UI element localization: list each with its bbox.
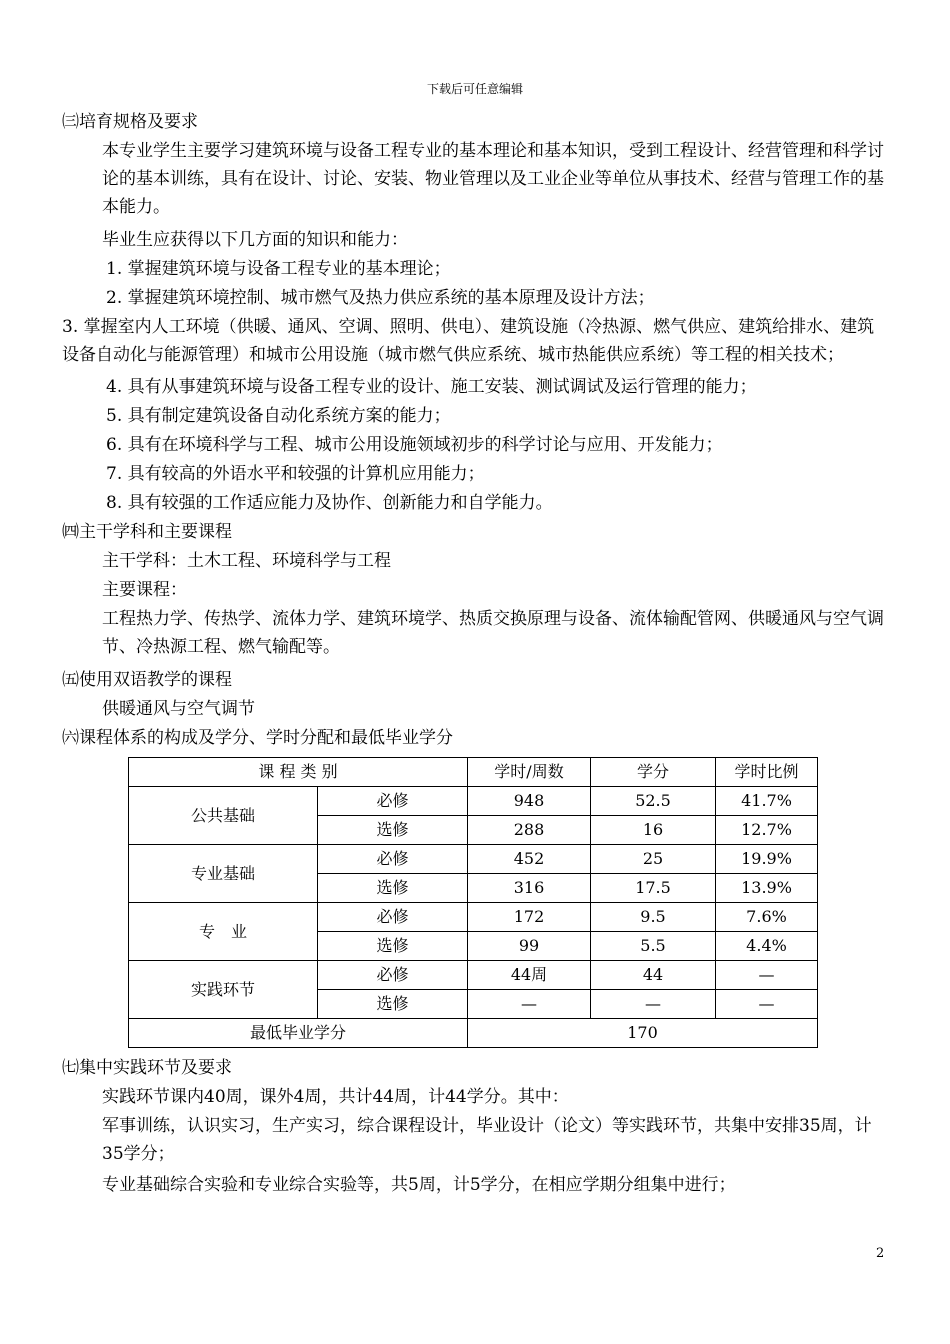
credits-cell: — — [591, 990, 716, 1019]
table-row — [129, 903, 818, 932]
ability-item-6: 6. 具有在环境科学与工程、城市公用设施领域初步的科学讨论与应用、开发能力； — [106, 435, 723, 455]
section7-heading: ㈦集中实践环节及要求 — [62, 1058, 232, 1078]
header-hours: 学时/周数 — [468, 758, 591, 787]
category-cell: 专业基础 — [129, 845, 318, 903]
ratio-cell: 13.9% — [716, 874, 818, 903]
section3-intro: 本专业学生主要学习建筑环境与设备工程专业的基本理论和基本知识，受到工程设计、经营管理和科学讨论的基本训练，具有在设计、讨论、安装、物业管理以及工业企业等单位从事技术、经营与管理工作的基本能力。 — [102, 141, 884, 217]
courses-label: 主要课程： — [102, 580, 187, 600]
ability-item-2: 2. 掌握建筑环境控制、城市燃气及热力供应系统的基本原理及设计方法； — [106, 288, 655, 308]
category-cell: 专 业 — [129, 903, 318, 961]
abilities-lead: 毕业生应获得以下几方面的知识和能力： — [102, 230, 408, 250]
type-cell: 必修 — [318, 845, 468, 874]
credits-cell: 44 — [591, 961, 716, 990]
credits-cell: 9.5 — [591, 903, 716, 932]
type-cell: 选修 — [318, 990, 468, 1019]
type-cell: 选修 — [318, 932, 468, 961]
table-row — [129, 787, 818, 816]
practice-p3: 专业基础综合实验和专业综合实验等，共5周，计5学分，在相应学期分组集中进行； — [102, 1175, 736, 1195]
courses-list: 工程热力学、传热学、流体力学、建筑环境学、热质交换原理与设备、流体输配管网、供暖通风与空气调节、冷热源工程、燃气输配等。 — [102, 609, 884, 657]
type-cell: 选修 — [318, 816, 468, 845]
footer-value: 170 — [468, 1019, 818, 1048]
hours-cell: 288 — [468, 816, 591, 845]
hours-cell: 99 — [468, 932, 591, 961]
ability-item-4: 4. 具有从事建筑环境与设备工程专业的设计、施工安装、测试调试及运行管理的能力； — [106, 377, 757, 397]
bilingual-course: 供暖通风与空气调节 — [102, 699, 255, 719]
section5-heading: ㈤使用双语教学的课程 — [62, 670, 232, 690]
ratio-cell: 19.9% — [716, 845, 818, 874]
table-footer-row — [129, 1019, 818, 1048]
header-credits: 学分 — [591, 758, 716, 787]
type-cell: 必修 — [318, 961, 468, 990]
section3-heading: ㈢培育规格及要求 — [62, 112, 198, 132]
table-row — [129, 845, 818, 874]
credit-table — [128, 757, 818, 1048]
hours-cell: 452 — [468, 845, 591, 874]
footer-label: 最低毕业学分 — [129, 1019, 468, 1048]
ability-item-8: 8. 具有较强的工作适应能力及协作、创新能力和自学能力。 — [106, 493, 553, 513]
practice-p1: 实践环节课内40周，课外4周，共计44周，计44学分。其中： — [102, 1087, 569, 1107]
ratio-cell: 41.7% — [716, 787, 818, 816]
hours-cell: — — [468, 990, 591, 1019]
main-discipline: 主干学科：土木工程、环境科学与工程 — [102, 551, 391, 571]
ability-item-7: 7. 具有较高的外语水平和较强的计算机应用能力； — [106, 464, 485, 484]
credits-cell: 52.5 — [591, 787, 716, 816]
page-header: 下载后可任意编辑 — [426, 82, 523, 96]
type-cell: 必修 — [318, 903, 468, 932]
credits-cell: 16 — [591, 816, 716, 845]
credits-cell: 5.5 — [591, 932, 716, 961]
ratio-cell: — — [716, 961, 818, 990]
ratio-cell: 12.7% — [716, 816, 818, 845]
category-cell: 实践环节 — [129, 961, 318, 1019]
hours-cell: 44周 — [468, 961, 591, 990]
type-cell: 选修 — [318, 874, 468, 903]
category-cell: 公共基础 — [129, 787, 318, 845]
section4-heading: ㈣主干学科和主要课程 — [62, 522, 232, 542]
ability-item-3: 3. 掌握室内人工环境（供暖、通风、空调、照明、供电）、建筑设施（冷热源、燃气供应、建筑给排水、建筑设备自动化与能源管理）和城市公用设施（城市燃气供应系统、城市热能供应系统）等工程的相关技术； — [62, 317, 875, 365]
ability-item-1: 1. 掌握建筑环境与设备工程专业的基本理论； — [106, 259, 451, 279]
page-number: 2 — [876, 1246, 885, 1261]
ratio-cell: 7.6% — [716, 903, 818, 932]
header-category: 课 程 类 别 — [129, 758, 468, 787]
hours-cell: 948 — [468, 787, 591, 816]
hours-cell: 316 — [468, 874, 591, 903]
ratio-cell: 4.4% — [716, 932, 818, 961]
credits-cell: 25 — [591, 845, 716, 874]
document-body — [62, 108, 888, 1200]
credits-cell: 17.5 — [591, 874, 716, 903]
ability-item-5: 5. 具有制定建筑设备自动化系统方案的能力； — [106, 406, 451, 426]
table-row — [129, 961, 818, 990]
type-cell: 必修 — [318, 787, 468, 816]
section6-heading: ㈥课程体系的构成及学分、学时分配和最低毕业学分 — [62, 728, 453, 748]
ratio-cell: — — [716, 990, 818, 1019]
hours-cell: 172 — [468, 903, 591, 932]
practice-p2: 军事训练，认识实习，生产实习，综合课程设计，毕业设计（论文）等实践环节，共集中安排35周，计35学分； — [102, 1116, 872, 1164]
header-ratio: 学时比例 — [716, 758, 818, 787]
table-header-row — [129, 758, 818, 787]
